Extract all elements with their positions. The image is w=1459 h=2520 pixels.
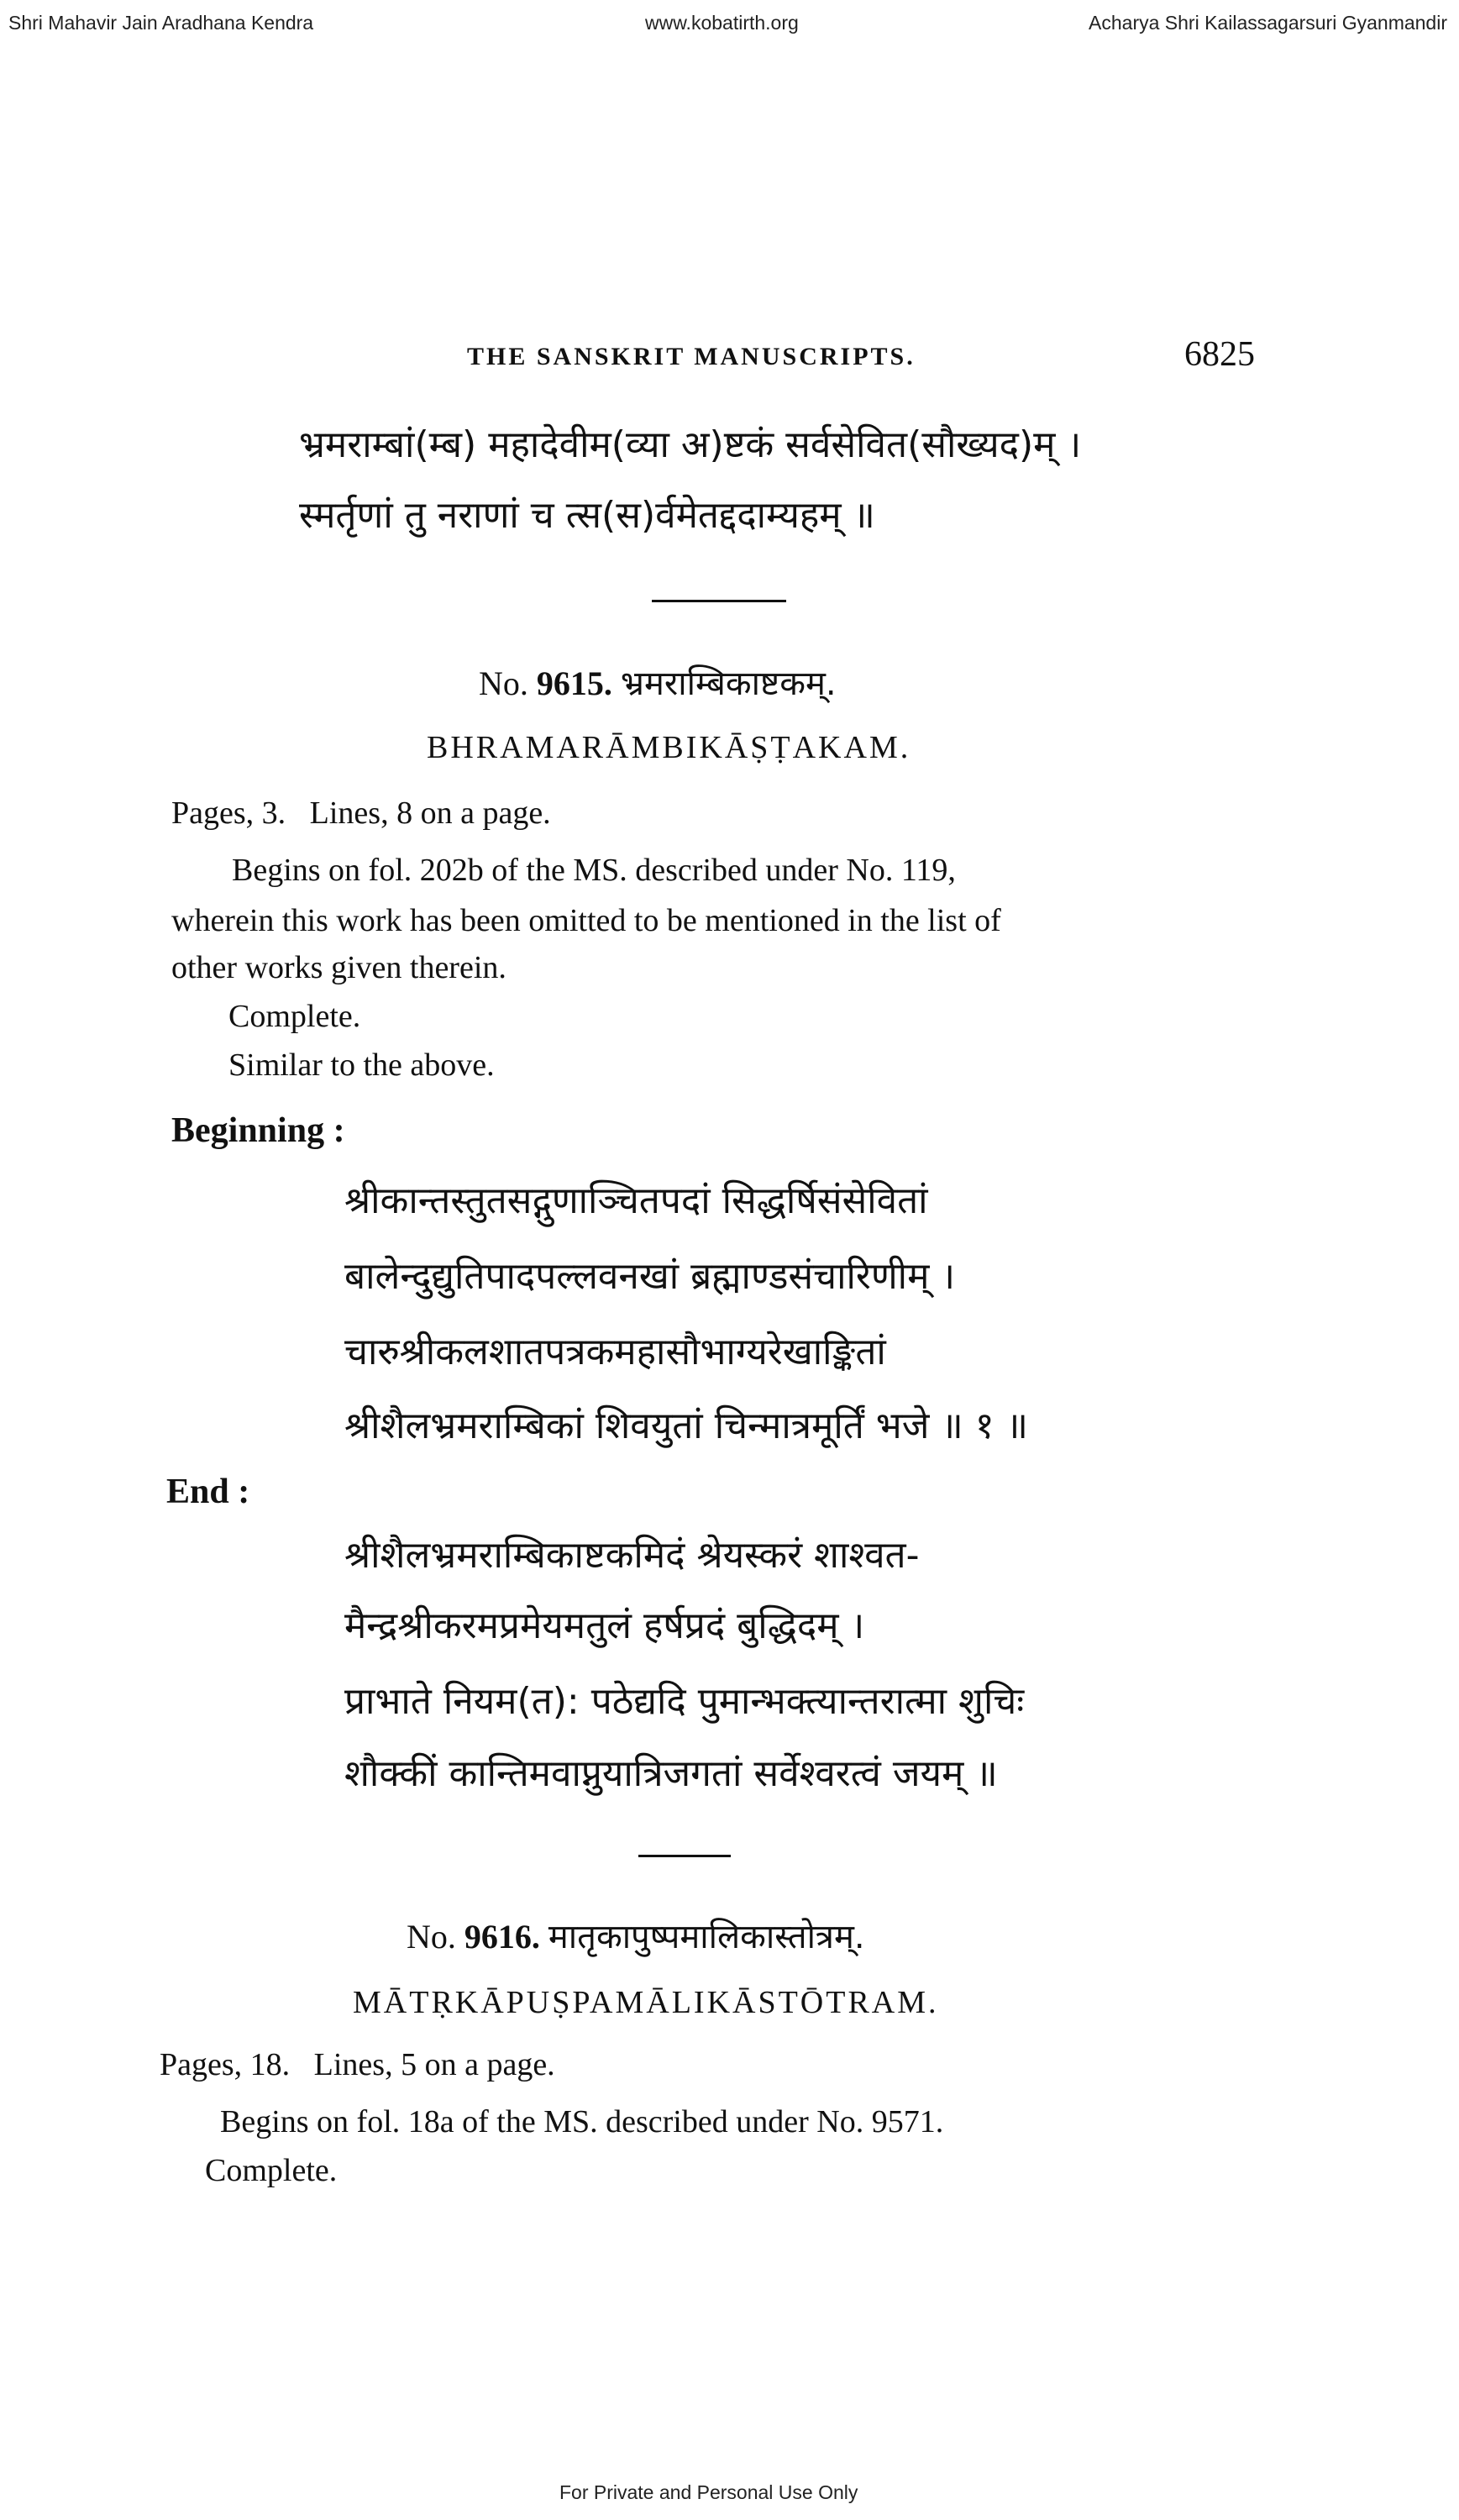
entry-9615-roman-title: BHRAMARĀMBIKĀṢṬAKAM. — [427, 730, 911, 765]
entry-number: 9615. — [536, 664, 612, 702]
entry-devanagari-title: भ्रमराम्बिकाष्टकम्. — [620, 664, 837, 703]
header-center-url: www.kobatirth.org — [645, 12, 799, 34]
entry-9615-description-line-2: wherein this work has been omitted to be mentioned in the list of — [171, 903, 1001, 938]
entry-9615-pages-lines — [171, 790, 551, 837]
entry-no-label: No. — [479, 664, 528, 702]
end-verse-line-2: मैन्द्रश्रीकरमप्रमेयमतुलं हर्षप्रदं बुद्धिदम् । — [344, 1604, 865, 1647]
end-verse-line-1: श्रीशैलभ्रमराम्बिकाष्टकमिदं श्रेयस्करं शाश्वत- — [344, 1534, 920, 1577]
entry-9616-complete: Complete. — [205, 2153, 338, 2188]
pages-count: Pages, 3. — [171, 795, 286, 831]
header-right-text: Acharya Shri Kailassagarsuri Gyanmandir — [1089, 12, 1447, 34]
entry-9616-description-line-1: Begins on fol. 18a of the MS. described under No. 9571. — [220, 2104, 944, 2139]
lines-count: Lines, 5 on a page. — [313, 2047, 555, 2082]
previous-entry-line-2: स्मर्तृणां तु नराणां च त्स(स)र्वमेतद्ददाम्यहम् ॥ — [299, 494, 875, 537]
entry-9615-complete: Complete. — [228, 999, 361, 1034]
entry-9616-heading — [407, 1917, 865, 1956]
entry-no-label: No. — [407, 1918, 456, 1956]
entry-9615-description-line-1: Begins on fol. 202b of the MS. described under No. 119, — [232, 853, 956, 888]
beginning-verse-line-4: श्रीशैलभ्रमराम्बिकां शिवयुतां चिन्मात्रमूर्तिं भजे ॥ १ ॥ — [344, 1404, 1028, 1447]
entry-9616-roman-title: MĀTṚKĀPUṢPAMĀLIKĀSTŌTRAM. — [353, 1985, 939, 2020]
pages-count: Pages, 18. — [160, 2047, 291, 2082]
beginning-verse-line-3: चारुश्रीकलशातपत्रकमहासौभाग्यरेखाङ्कितां — [344, 1331, 886, 1373]
beginning-verse-line-1: श्रीकान्तस्तुतसद्गुणाञ्चितपदां सिद्धर्षिसंसेवितां — [344, 1179, 928, 1222]
beginning-label: Beginning : — [171, 1111, 345, 1150]
end-verse-line-3: प्राभाते नियम(त): पठेद्यदि पुमान्भक्त्यान्तरात्मा शुचिः — [344, 1680, 1025, 1723]
entry-devanagari-title: मातृकापुष्पमालिकास्तोत्रम्. — [548, 1918, 865, 1956]
entry-number: 9616. — [464, 1918, 540, 1956]
page-number: 6825 — [1184, 335, 1255, 374]
running-head-title: THE SANSKRIT MANUSCRIPTS. — [467, 343, 916, 370]
previous-entry-line-1: भ्रमराम्बां(म्ब) महादेवीम(व्या अ)ष्टकं सर्वसेवित(सौख्यद)म् । — [299, 423, 1082, 466]
lines-count: Lines, 8 on a page. — [309, 795, 551, 831]
header-left-text: Shri Mahavir Jain Aradhana Kendra — [8, 12, 314, 34]
entry-9616-pages-lines — [160, 2041, 555, 2088]
entry-9615-heading — [479, 664, 837, 703]
section-divider — [652, 600, 786, 602]
section-divider — [638, 1855, 731, 1857]
entry-9615-similar: Similar to the above. — [228, 1047, 495, 1083]
entry-9615-description-line-3: other works given therein. — [171, 950, 506, 985]
footer-text: For Private and Personal Use Only — [559, 2481, 858, 2503]
beginning-verse-line-2: बालेन्दुद्युतिपादपल्लवनखां ब्रह्माण्डसंचारिणीम् । — [344, 1255, 956, 1298]
end-verse-line-4: शौक्कीं कान्तिमवाप्नुयात्रिजगतां सर्वेश्वरत्वं जयम् ॥ — [344, 1752, 998, 1795]
end-label: End : — [166, 1473, 250, 1511]
